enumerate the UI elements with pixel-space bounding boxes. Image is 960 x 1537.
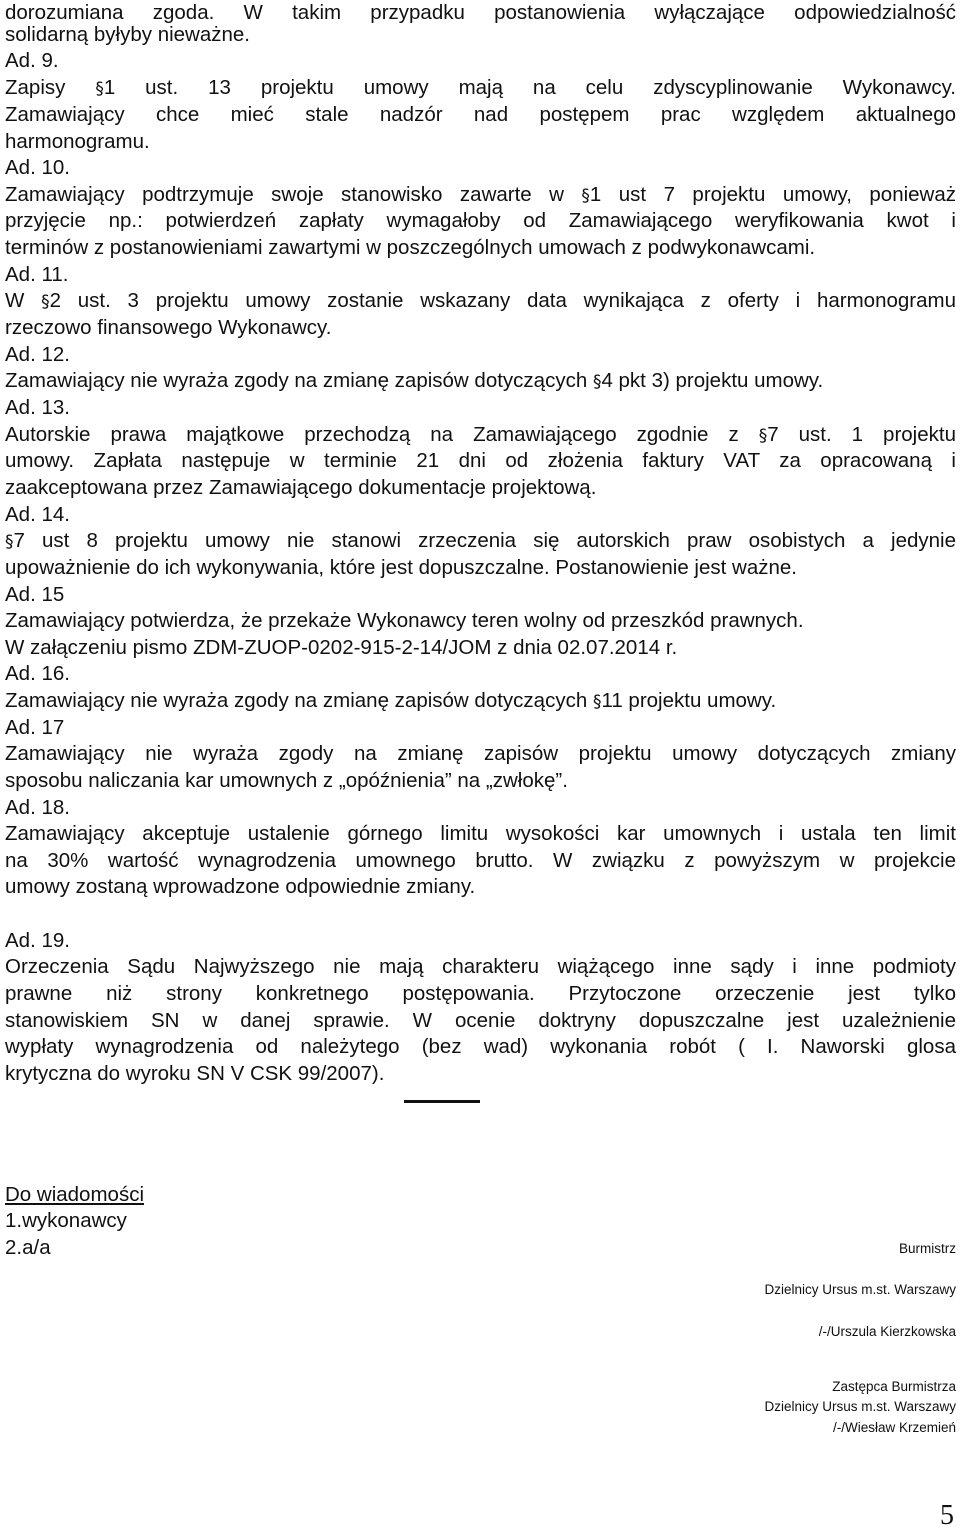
section-heading: Ad. 11. <box>5 263 69 286</box>
signature-title: Burmistrz <box>899 1241 956 1256</box>
signature-title: Zastępca Burmistrza <box>832 1379 956 1394</box>
body-line: zaakceptowana przez Zamawiającego dokumentacje projektową. <box>5 476 597 499</box>
body-line: Zamawiający akceptuje ustalenie górnego limitu wysokości kar umownych i ustala ten limit <box>5 822 956 845</box>
body-line: §7 ust 8 projektu umowy nie stanowi zrzeczenia się autorskich praw osobistych a jedynie <box>5 529 956 552</box>
section-heading: Ad. 18. <box>5 796 70 819</box>
section-heading: Ad. 16. <box>5 662 70 685</box>
body-line: Zamawiający potwierdza, że przekaże Wykonawcy teren wolny od przeszkód prawnych. <box>5 609 804 632</box>
body-line: Zamawiający nie wyraża zgody na zmianę zapisów projektu umowy dotyczących zmiany <box>5 742 956 765</box>
signature-office: Dzielnicy Ursus m.st. Warszawy <box>764 1282 956 1297</box>
section-sign: § <box>581 186 590 206</box>
body-line: solidarną byłyby nieważne. <box>5 23 250 46</box>
body-line: W załączeniu pismo ZDM-ZUOP-0202-915-2-14/JOM z dnia 02.07.2014 r. <box>5 636 678 659</box>
section-sign: § <box>5 532 14 552</box>
body-line: umowy zostaną wprowadzone odpowiednie zmiany. <box>5 875 476 898</box>
body-line: prawne niż strony konkretnego postępowania. Przytoczone orzeczenie jest tylko <box>5 982 956 1005</box>
body-line: stanowiskiem SN w danej sprawie. W ocenie doktryny dopuszczalne jest uzależnienie <box>5 1009 956 1032</box>
section-heading: Ad. 10. <box>5 156 70 179</box>
distribution-item: 1.wykonawcy <box>5 1209 127 1232</box>
section-sign: § <box>41 292 50 312</box>
body-line: Zamawiający nie wyraża zgody na zmianę zapisów dotyczących §4 pkt 3) projektu umowy. <box>5 369 824 392</box>
body-line: rzeczowo finansowego Wykonawcy. <box>5 316 332 339</box>
signature-name: /-/Urszula Kierzkowska <box>818 1324 956 1339</box>
body-line: upoważnienie do ich wykonywania, które jest dopuszczalne. Postanowienie jest ważne. <box>5 556 797 579</box>
body-line: W §2 ust. 3 projektu umowy zostanie wskazany data wynikająca z oferty i harmonogramu <box>5 289 956 312</box>
body-line: Zamawiający nie wyraża zgody na zmianę zapisów dotyczących §11 projektu umowy. <box>5 689 777 712</box>
section-sign: § <box>592 372 602 392</box>
distribution-heading: Do wiadomości <box>5 1183 144 1206</box>
body-line: Orzeczenia Sądu Najwyższego nie mają charakteru wiążącego inne sądy i inne podmioty <box>5 955 956 978</box>
body-line: wypłaty wynagrodzenia od należytego (bez wad) wykonania robót ( I. Naworski glosa <box>5 1035 956 1058</box>
body-line: sposobu naliczania kar umownych z „opóźnienia” na „zwłokę”. <box>5 769 568 792</box>
body-line: Zapisy §1 ust. 13 projektu umowy mają na celu zdyscyplinowanie Wykonawcy. <box>5 76 956 99</box>
section-heading: Ad. 19. <box>5 929 70 952</box>
body-line: krytyczna do wyroku SN V CSK 99/2007). <box>5 1062 385 1085</box>
section-heading: Ad. 17 <box>5 716 65 739</box>
body-line: harmonogramu. <box>5 130 150 153</box>
distribution-item: 2.a/a <box>5 1236 51 1259</box>
body-line: Zamawiający chce mieć stale nadzór nad postępem prac względem aktualnego <box>5 103 956 126</box>
section-sign: § <box>592 692 602 712</box>
body-line: dorozumiana zgoda. W takim przypadku postanowienia wyłączające odpowiedzialność <box>5 1 956 24</box>
page-number: 5 <box>940 1500 954 1531</box>
section-sign: § <box>758 426 768 446</box>
body-line: Autorskie prawa majątkowe przechodzą na Zamawiającego zgodnie z §7 ust. 1 projektu <box>5 423 956 446</box>
body-line: na 30% wartość wynagrodzenia umownego brutto. W związku z powyższym w projekcie <box>5 849 956 872</box>
section-heading: Ad. 13. <box>5 396 70 419</box>
signature-office: Dzielnicy Ursus m.st. Warszawy <box>764 1399 956 1414</box>
section-heading: Ad. 14. <box>5 503 70 526</box>
body-line: przyjęcie np.: potwierdzeń zapłaty wymagałoby od Zamawiającego weryfikowania kwot i <box>5 209 956 232</box>
signature-name: /-/Wiesław Krzemień <box>832 1420 956 1435</box>
section-heading: Ad. 12. <box>5 343 70 366</box>
section-heading: Ad. 9. <box>5 49 59 72</box>
end-divider <box>404 1100 480 1103</box>
section-heading: Ad. 15 <box>5 583 65 606</box>
body-line: Zamawiający podtrzymuje swoje stanowisko zawarte w §1 ust 7 projektu umowy, ponieważ <box>5 183 957 206</box>
body-line: terminów z postanowieniami zawartymi w poszczególnych umowach z podwykonawcami. <box>5 236 816 259</box>
body-line: umowy. Zapłata następuje w terminie 21 dni od złożenia faktury VAT za opracowaną i <box>5 449 956 472</box>
section-sign: § <box>95 79 104 99</box>
